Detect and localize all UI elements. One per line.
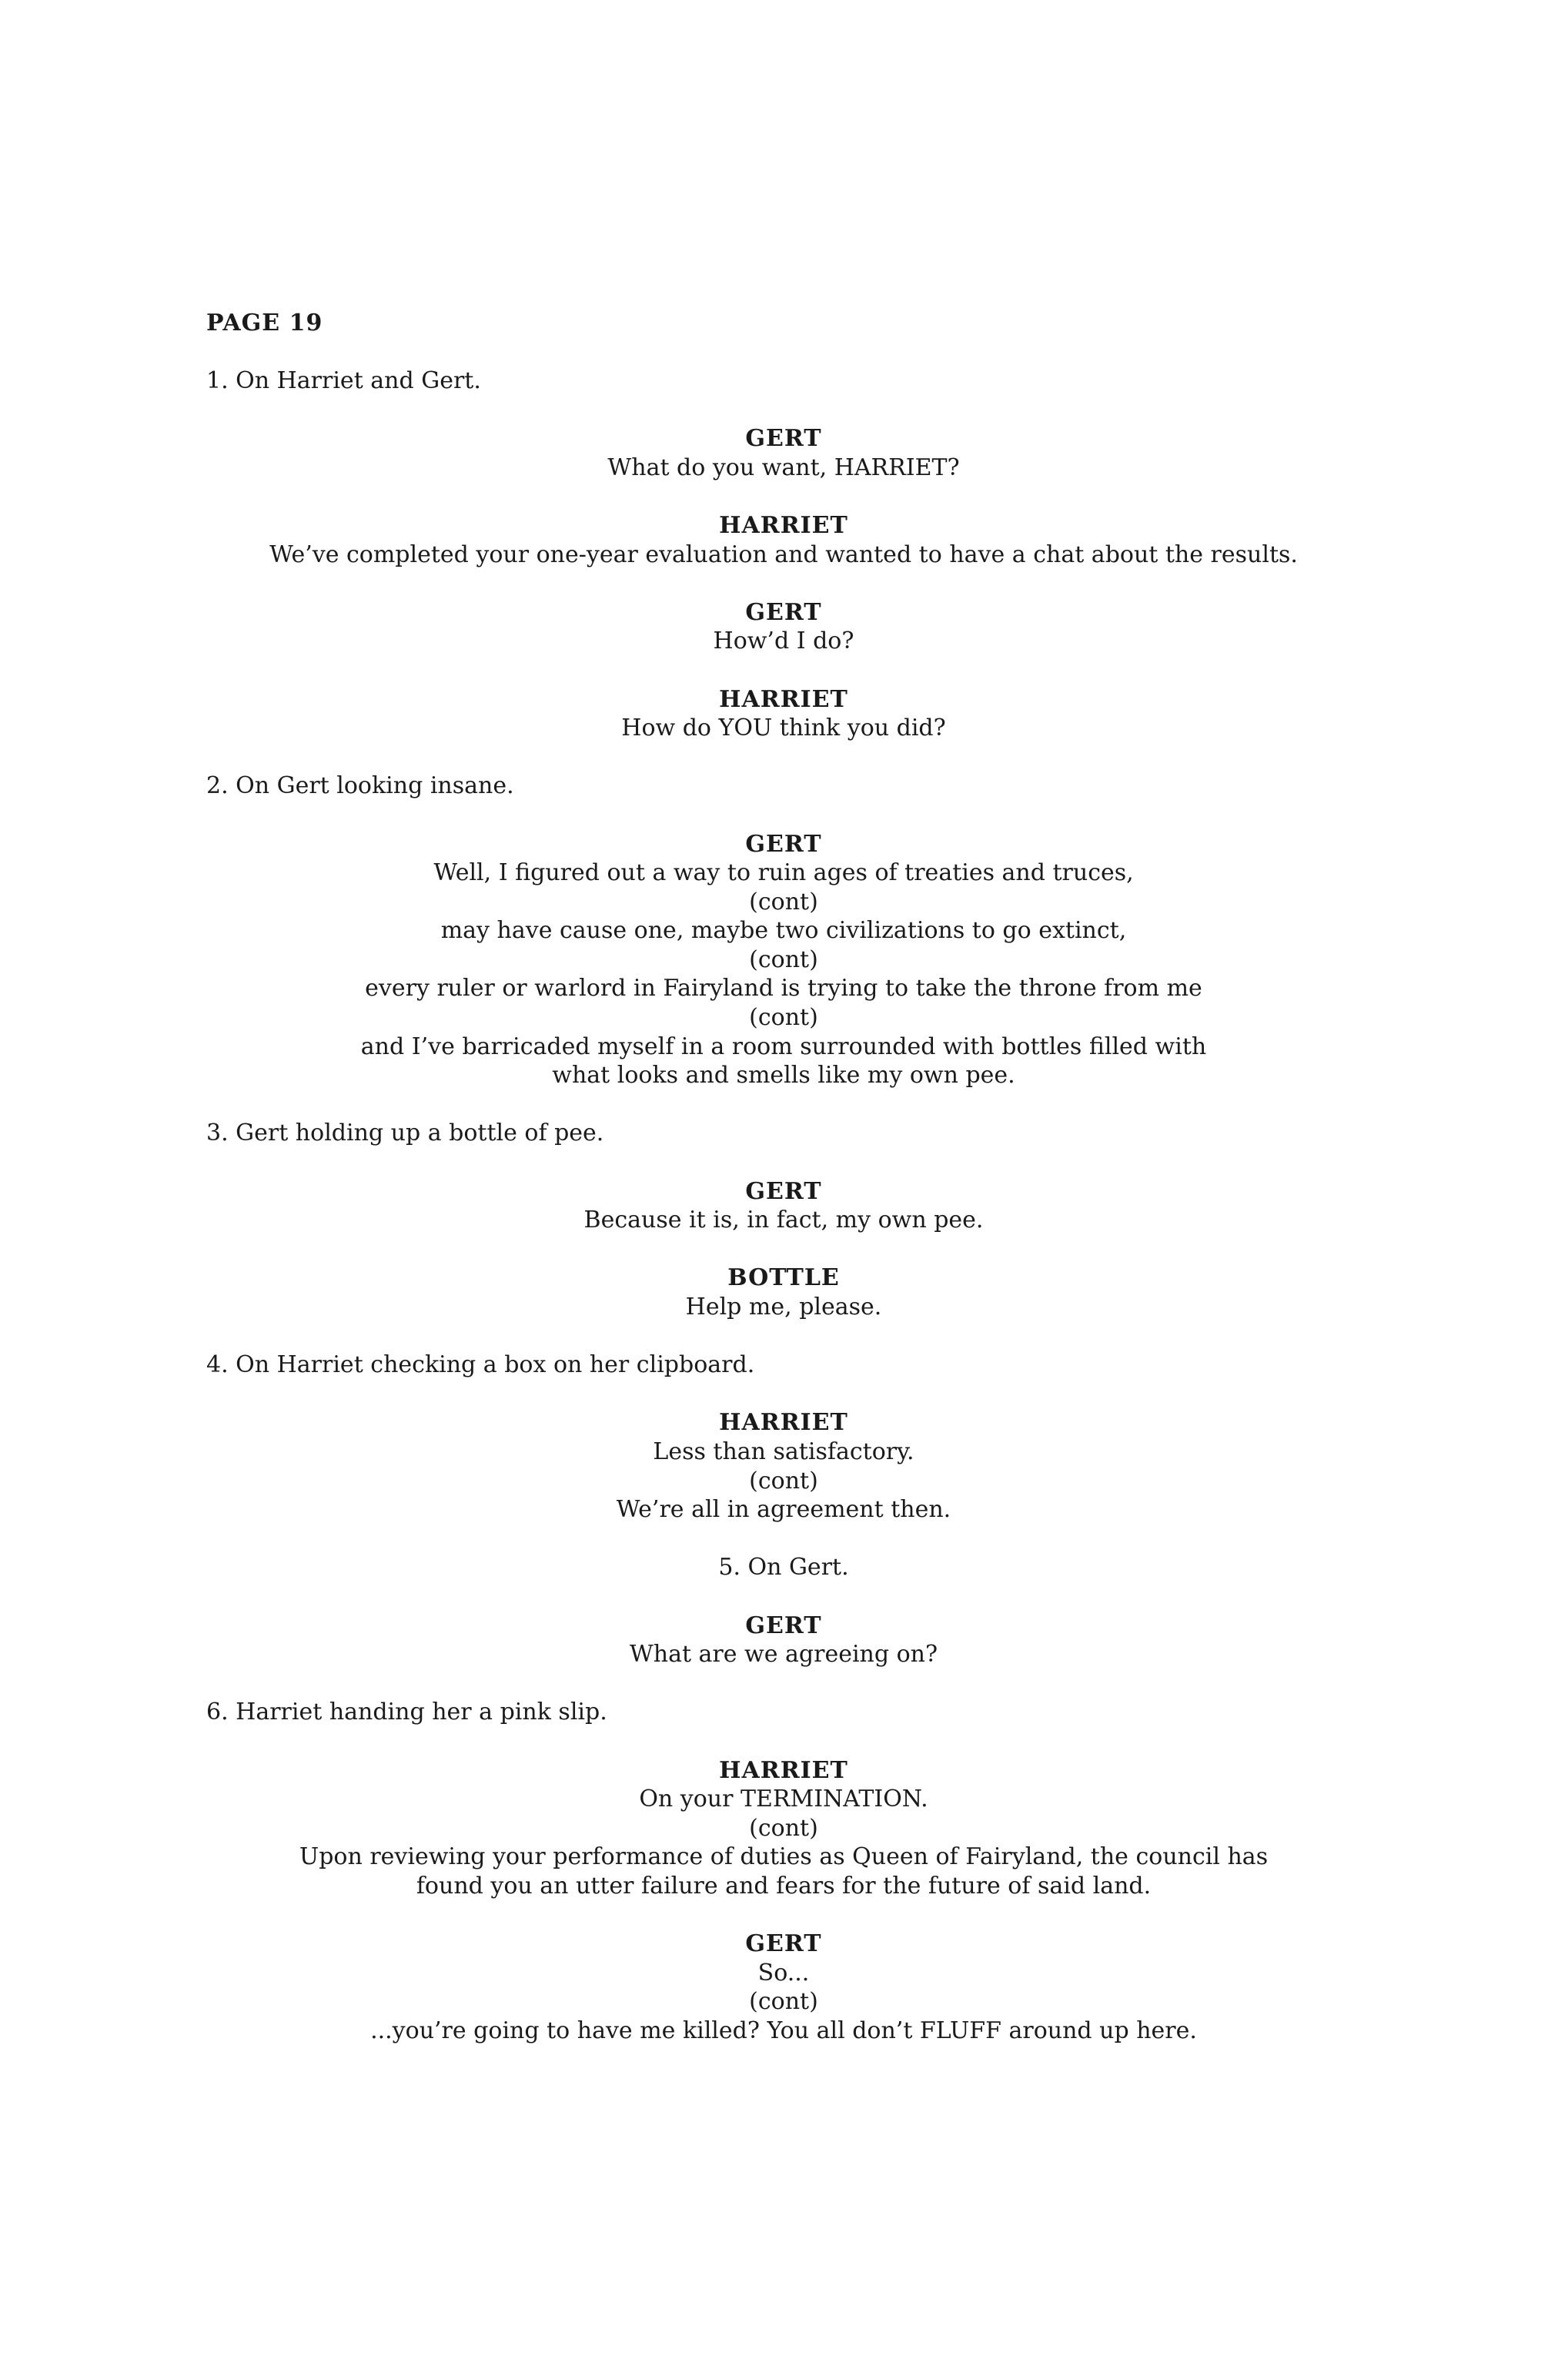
dialogue-line: How’d I do? [713, 628, 854, 655]
dialogue-line: What are we agreeing on? [629, 1641, 938, 1669]
dialogue-line: (cont) [749, 1988, 818, 2016]
dialogue-line: found you an utter failure and fears for the future of said land. [416, 1872, 1152, 1899]
dialogue-line: Upon reviewing your performance of duties as Queen of Fairyland, the council has [299, 1843, 1269, 1871]
panel-description: 1. On Harriet and Gert. [206, 367, 481, 394]
line-gap [206, 656, 1361, 685]
dialogue-line: We’re all in agreement then. [616, 1496, 951, 1524]
line-gap [206, 1669, 1361, 1699]
line-gap [206, 1235, 1361, 1264]
character-name: GERT [745, 598, 822, 626]
dialogue-line: every ruler or warlord in Fairyland is trying to take the throne from me [365, 975, 1202, 1002]
dialogue-line: (cont) [749, 1467, 818, 1494]
character-name: BOTTLE [727, 1264, 840, 1292]
dialogue-line: How do YOU think you did? [621, 715, 946, 742]
character-name: GERT [745, 830, 822, 858]
line-gap [206, 1380, 1361, 1409]
dialogue-line: what looks and smells like my own pee. [552, 1062, 1015, 1089]
line-gap [206, 801, 1361, 830]
dialogue-line: Help me, please. [685, 1294, 882, 1320]
line-gap [206, 1322, 1361, 1351]
character-name: GERT [745, 1930, 822, 1958]
dialogue-line: ...you’re going to have me killed? You all don’t FLUFF around up here. [370, 2017, 1197, 2044]
dialogue-line: 5. On Gert. [718, 1554, 849, 1581]
dialogue-line: (cont) [749, 888, 818, 915]
panel-description: 6. Harriet handing her a pink slip. [206, 1699, 607, 1726]
character-name: GERT [745, 1177, 822, 1205]
line-gap [206, 1525, 1361, 1554]
character-name: HARRIET [719, 511, 848, 539]
dialogue-line: may have cause one, maybe two civilizations to go extinct, [440, 917, 1127, 945]
line-gap [206, 743, 1361, 772]
script-body [206, 367, 1361, 2045]
dialogue-line: What do you want, HARRIET? [607, 454, 960, 481]
dialogue-line: and I’ve barricaded myself in a room surrounded with bottles filled with [360, 1033, 1207, 1060]
line-gap [206, 1582, 1361, 1612]
character-name: HARRIET [719, 685, 848, 713]
character-name: HARRIET [719, 1756, 848, 1784]
dialogue-line: Less than satisfactory. [653, 1438, 914, 1465]
line-gap [206, 1900, 1361, 1930]
dialogue-line: Well, I figured out a way to ruin ages of treaties and truces, [433, 859, 1134, 887]
dialogue-line: (cont) [749, 1814, 818, 1842]
character-name: GERT [745, 1612, 822, 1639]
line-gap [206, 396, 1361, 425]
panel-description: 4. On Harriet checking a box on her clipboard. [206, 1351, 755, 1379]
line-gap [206, 482, 1361, 511]
dialogue-line: (cont) [749, 1004, 818, 1032]
dialogue-line: (cont) [749, 946, 818, 973]
dialogue-line: We’ve completed your one-year evaluation and wanted to have a chat about the results. [269, 541, 1298, 568]
line-gap [206, 1727, 1361, 1756]
panel-description: 2. On Gert looking insane. [206, 772, 514, 800]
line-gap [206, 569, 1361, 598]
panel-description: 3. Gert holding up a bottle of pee. [206, 1120, 604, 1147]
dialogue-line: Because it is, in fact, my own pee. [583, 1207, 984, 1234]
character-name: HARRIET [719, 1409, 848, 1437]
dialogue-line: So... [757, 1959, 810, 1986]
character-name: GERT [745, 425, 822, 453]
line-gap [206, 1090, 1361, 1120]
page-heading: PAGE 19 [206, 310, 323, 336]
dialogue-line: On your TERMINATION. [639, 1786, 928, 1813]
line-gap [206, 1148, 1361, 1177]
